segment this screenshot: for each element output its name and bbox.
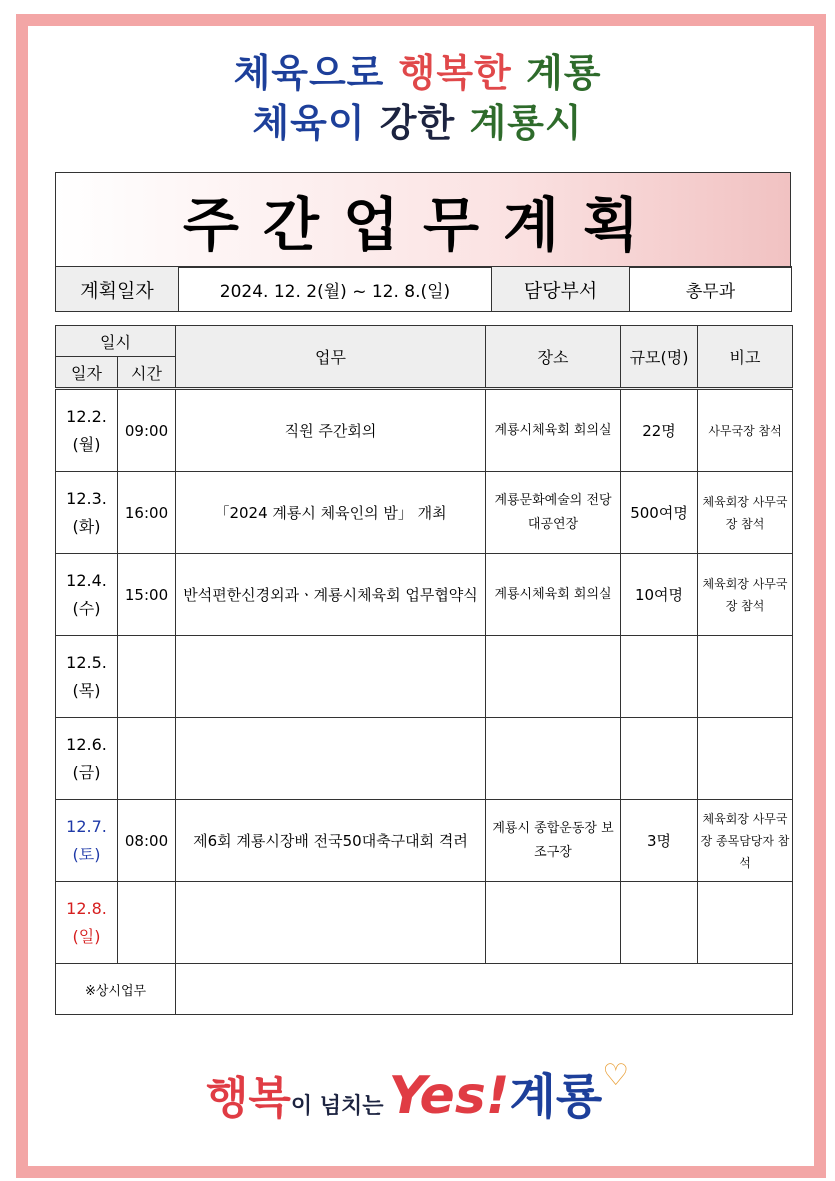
row-time xyxy=(118,636,176,718)
row-note xyxy=(698,636,793,718)
row-place xyxy=(486,882,621,964)
slogan-line-2 xyxy=(0,92,835,147)
row-scale: 3명 xyxy=(621,800,698,882)
table-row xyxy=(56,800,793,882)
row-date: 12.7. (토) xyxy=(56,800,118,882)
footer-word: 계룡 xyxy=(509,1069,603,1125)
row-time xyxy=(118,882,176,964)
row-time: 09:00 xyxy=(118,389,176,472)
slogan-word: 계룡 xyxy=(526,51,602,95)
header-place: 장소 xyxy=(486,326,621,389)
table-row xyxy=(56,389,793,472)
row-note: 체육회장 사무국장 참석 xyxy=(698,554,793,636)
row-time: 15:00 xyxy=(118,554,176,636)
row-place: 계룡문화예술의 전당 대공연장 xyxy=(486,472,621,554)
table-row xyxy=(56,882,793,964)
header-time: 시간 xyxy=(118,357,176,389)
row-task xyxy=(176,636,486,718)
row-task xyxy=(176,718,486,800)
table-row xyxy=(56,718,793,800)
row-task: 반석편한신경외과ㆍ계룡시체육회 업무협약식 xyxy=(176,554,486,636)
always-tasks-row xyxy=(56,964,793,1015)
table-row xyxy=(56,554,793,636)
row-scale: 22명 xyxy=(621,389,698,472)
table-row xyxy=(56,472,793,554)
row-task: 제6회 계룡시장배 전국50대축구대회 격려 xyxy=(176,800,486,882)
slogan-line-1 xyxy=(0,42,835,97)
plan-date-label: 계획일자 xyxy=(56,267,179,312)
row-place xyxy=(486,636,621,718)
footer-slogan xyxy=(0,1058,835,1127)
row-note: 체육회장 사무국장 종목담당자 참석 xyxy=(698,800,793,882)
always-tasks-label: ※상시업무 xyxy=(56,964,176,1015)
row-note xyxy=(698,718,793,800)
plan-date-value: 2024. 12. 2(월) ~ 12. 8.(일) xyxy=(179,267,492,312)
row-date: 12.4. (수) xyxy=(56,554,118,636)
row-scale: 10여명 xyxy=(621,554,698,636)
slogan-word: 체육으로 xyxy=(233,51,385,95)
footer-word: 행복 xyxy=(205,1073,291,1124)
row-date: 12.8. (일) xyxy=(56,882,118,964)
schedule-table xyxy=(55,325,793,1015)
header-scale: 규모(명) xyxy=(621,326,698,389)
plan-info-table xyxy=(55,266,792,312)
row-task: 「2024 계룡시 체육인의 밤」 개최 xyxy=(176,472,486,554)
row-date: 12.2. (월) xyxy=(56,389,118,472)
row-task xyxy=(176,882,486,964)
document-title-box xyxy=(55,172,791,268)
slogan-word: 계룡시 xyxy=(469,101,583,145)
footer-word: 이 넘치는 xyxy=(290,1094,384,1119)
row-date: 12.3. (화) xyxy=(56,472,118,554)
row-place: 계룡시 종합운동장 보조구장 xyxy=(486,800,621,882)
always-tasks-value xyxy=(176,964,793,1015)
header-datetime: 일시 xyxy=(56,326,176,357)
header-note: 비고 xyxy=(698,326,793,389)
row-date: 12.6. (금) xyxy=(56,718,118,800)
row-place: 계룡시체육회 회의실 xyxy=(486,554,621,636)
row-scale xyxy=(621,718,698,800)
dept-label: 담당부서 xyxy=(492,267,630,312)
row-scale xyxy=(621,882,698,964)
row-date: 12.5. (목) xyxy=(56,636,118,718)
row-place: 계룡시체육회 회의실 xyxy=(486,389,621,472)
row-note: 체육회장 사무국장 참석 xyxy=(698,472,793,554)
row-note xyxy=(698,882,793,964)
row-scale xyxy=(621,636,698,718)
dept-value: 총무과 xyxy=(630,267,792,312)
header-date: 일자 xyxy=(56,357,118,389)
row-task: 직원 주간회의 xyxy=(176,389,486,472)
row-time: 16:00 xyxy=(118,472,176,554)
footer-word: Yes! xyxy=(388,1066,510,1126)
header-task: 업무 xyxy=(176,326,486,389)
row-note: 사무국장 참석 xyxy=(698,389,793,472)
row-time: 08:00 xyxy=(118,800,176,882)
slogan-word: 강한 xyxy=(379,101,456,145)
table-row xyxy=(56,636,793,718)
row-place xyxy=(486,718,621,800)
document-title: 주간업무계획 xyxy=(182,191,664,259)
slogan-word: 행복한 xyxy=(398,51,512,95)
row-scale: 500여명 xyxy=(621,472,698,554)
heart-icon: ♡ xyxy=(602,1058,630,1093)
row-time xyxy=(118,718,176,800)
slogan-word: 체육이 xyxy=(252,101,366,145)
